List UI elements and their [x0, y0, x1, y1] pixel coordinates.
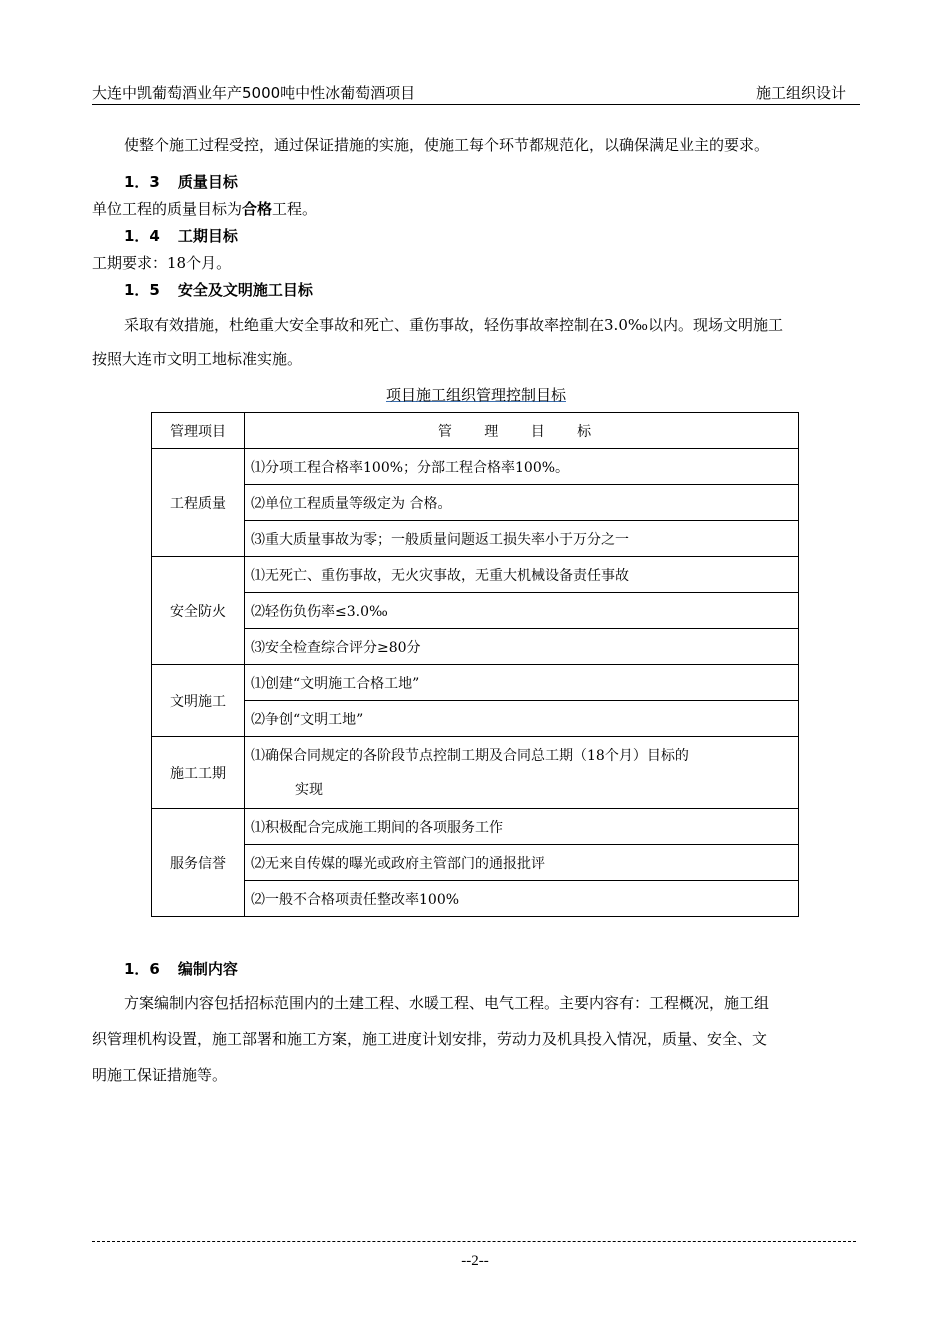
table-row — [152, 737, 799, 809]
goal-cell: ⑴无死亡、重伤事故，无火灾事故，无重大机械设备责任事故 — [245, 557, 799, 593]
category-cell: 服务信誉 — [152, 809, 245, 917]
section-1-4-heading — [124, 223, 238, 249]
goal-text-line2: 实现 — [295, 781, 323, 798]
schedule-goal-text: 工期要求：18个月。 — [92, 254, 232, 272]
quality-text-after: 工程。 — [272, 200, 318, 218]
goal-text-line1: ⑴确保合同规定的各阶段节点控制工期及合同总工期（18个月）目标的 — [251, 747, 689, 764]
table-row — [152, 629, 799, 665]
table-row — [152, 665, 799, 701]
table-row — [152, 881, 799, 917]
table-row — [152, 521, 799, 557]
goal-cell: ⑴分项工程合格率100%；分部工程合格率100%。 — [245, 449, 799, 485]
table-row — [152, 557, 799, 593]
page-header — [92, 80, 860, 105]
quality-goal-text — [92, 195, 317, 224]
goal-cell: ⑴积极配合完成施工期间的各项服务工作 — [245, 809, 799, 845]
intro-paragraph: 使整个施工过程受控，通过保证措施的实施，使施工每个环节都规范化，以确保满足业主的要求。 — [124, 136, 770, 154]
goal-cell: ⑵争创“文明工地” — [245, 701, 799, 737]
section-number: 1．4 — [124, 227, 160, 245]
header-project-title: 大连中凯葡萄酒业年产5000吨中性冰葡萄酒项目 — [92, 84, 416, 102]
header-cell-item: 管理项目 — [152, 413, 245, 449]
table-row — [152, 809, 799, 845]
section-title: 质量目标 — [177, 173, 238, 191]
header-cell-goal: 管 理 目 标 — [245, 413, 799, 449]
header-doc-type: 施工组织设计 — [755, 84, 846, 102]
safety-paragraph-line1: 采取有效措施，杜绝重大安全事故和死亡、重伤事故，轻伤事故率控制在3.0‰以内。现场文明施工 — [124, 316, 783, 334]
management-goals-table — [151, 412, 799, 917]
table-header-row — [152, 413, 799, 449]
quality-text-before: 单位工程的质量目标为 — [92, 200, 243, 218]
section-number: 1．3 — [124, 173, 160, 191]
section-number: 1．5 — [124, 281, 160, 299]
category-cell: 安全防火 — [152, 557, 245, 665]
goal-cell — [245, 737, 799, 809]
safety-paragraph-line2: 按照大连市文明工地标准实施。 — [92, 350, 303, 368]
goal-cell: ⑶重大质量事故为零；一般质量问题返工损失率小于万分之一 — [245, 521, 799, 557]
goal-cell: ⑵单位工程质量等级定为 合格。 — [245, 485, 799, 521]
table-row — [152, 845, 799, 881]
section-1-3-heading — [124, 169, 238, 195]
goal-cell: ⑴创建“文明施工合格工地” — [245, 665, 799, 701]
section-title: 工期目标 — [177, 227, 238, 245]
table-title: 项目施工组织管理控制目标 — [385, 386, 566, 404]
section-title: 安全及文明施工目标 — [177, 281, 313, 299]
category-cell: 文明施工 — [152, 665, 245, 737]
content-paragraph-line3: 明施工保证措施等。 — [92, 1066, 228, 1084]
page-number: --2-- — [461, 1253, 489, 1269]
section-1-6-heading — [124, 956, 238, 982]
quality-bold-text: 合格 — [242, 200, 273, 218]
table-row — [152, 593, 799, 629]
section-title: 编制内容 — [177, 960, 238, 978]
goal-cell: ⑶安全检查综合评分≥80分 — [245, 629, 799, 665]
table-row — [152, 701, 799, 737]
footer-divider — [92, 1241, 856, 1242]
section-1-5-heading — [124, 277, 313, 303]
goal-cell: ⑵一般不合格项责任整改率100% — [245, 881, 799, 917]
table-row — [152, 449, 799, 485]
category-cell: 施工工期 — [152, 737, 245, 809]
goal-cell: ⑵无来自传媒的曝光或政府主管部门的通报批评 — [245, 845, 799, 881]
goal-cell: ⑵轻伤负伤率≤3.0‰ — [245, 593, 799, 629]
section-number: 1．6 — [124, 960, 160, 978]
content-paragraph-line2: 织管理机构设置，施工部署和施工方案，施工进度计划安排，劳动力及机具投入情况，质量、安全、文 — [92, 1030, 768, 1048]
category-cell: 工程质量 — [152, 449, 245, 557]
table-row — [152, 485, 799, 521]
content-paragraph-line1: 方案编制内容包括招标范围内的土建工程、水暖工程、电气工程。主要内容有：工程概况，施工组 — [124, 994, 770, 1012]
